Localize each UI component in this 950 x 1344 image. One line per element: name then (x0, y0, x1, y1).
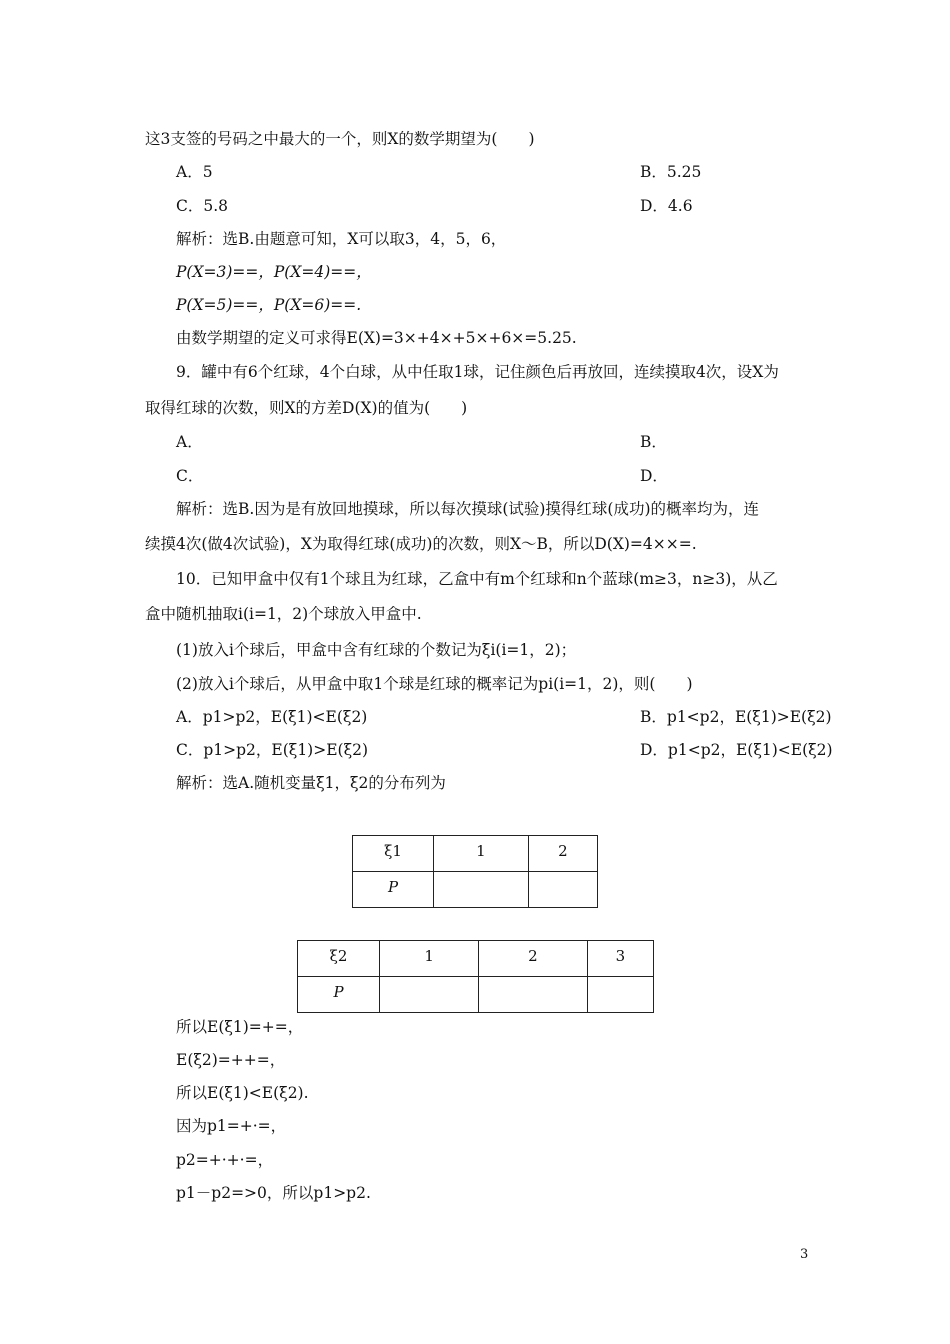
table-cell (528, 872, 597, 908)
table-cell: ξ1 (353, 836, 434, 872)
q10-solution-line-3: E(ξ2)=++=， (176, 1051, 286, 1069)
table-cell: 2 (528, 836, 597, 872)
table-row (298, 941, 654, 977)
q10-option-a: A．p1>p2，E(ξ1)<E(ξ2) (176, 708, 368, 726)
table-cell (587, 977, 653, 1013)
q10-option-d: D．p1<p2，E(ξ1)<E(ξ2) (640, 741, 833, 759)
q8-option-a: A．5 (176, 163, 213, 181)
q8-option-d: D．4.6 (640, 197, 693, 215)
table-cell (380, 977, 479, 1013)
q9-solution-line-1: 解析：选B.因为是有放回地摸球，所以每次摸球(试验)摸得红球(成功)的概率均为，连 (176, 500, 760, 518)
table-row (353, 836, 598, 872)
q10-solution-line-7: p1－p2=>0，所以p1>p2. (176, 1184, 371, 1202)
q10-option-b: B．p1<p2，E(ξ1)>E(ξ2) (640, 708, 832, 726)
question-10-line-3: (1)放入i个球后，甲盒中含有红球的个数记为ξi(i=1，2)； (176, 641, 577, 659)
page-number: 3 (800, 1247, 809, 1262)
table-cell (434, 872, 529, 908)
q8-solution-line-3: P(X=5)==，P(X=6)==. (176, 296, 362, 314)
q9-option-c: C． (176, 467, 204, 485)
q8-solution-line-4: 由数学期望的定义可求得E(X)=3×+4×+5×+6×=5.25. (176, 329, 577, 347)
q9-option-d: D． (640, 467, 668, 485)
question-9-line-1: 9．罐中有6个红球，4个白球，从中任取1球，记住颜色后再放回，连续摸取4次，设X为 (176, 363, 779, 381)
q10-solution-line-4: 所以E(ξ1)<E(ξ2). (176, 1084, 309, 1102)
q8-solution-line-1: 解析：选B.由题意可知，X可以取3，4，5，6， (176, 230, 507, 248)
distribution-table-xi1 (352, 835, 598, 908)
q10-solution-line-1: 解析：选A.随机变量ξ1，ξ2的分布列为 (176, 774, 446, 792)
q8-solution-line-2: P(X=3)==，P(X=4)==， (176, 263, 372, 281)
table-cell: 2 (479, 941, 588, 977)
table-cell: P (353, 872, 434, 908)
q9-solution-line-2: 续摸4次(做4次试验)，X为取得红球(成功)的次数，则X～B，所以D(X)=4××=. (145, 535, 697, 553)
question-10-line-1: 10．已知甲盒中仅有1个球且为红球，乙盒中有m个红球和n个蓝球(m≥3，n≥3)，从乙 (176, 570, 778, 588)
table-cell: P (298, 977, 380, 1013)
q10-option-c: C．p1>p2，E(ξ1)>E(ξ2) (176, 741, 369, 759)
table-cell (479, 977, 588, 1013)
q8-option-b: B．5.25 (640, 163, 702, 181)
table-cell: 1 (380, 941, 479, 977)
question-10-line-4: (2)放入i个球后，从甲盒中取1个球是红球的概率记为pi(i=1，2)，则( ) (176, 675, 693, 693)
q10-solution-line-2: 所以E(ξ1)=+=， (176, 1018, 304, 1036)
distribution-table-xi2 (297, 940, 654, 1013)
q10-solution-line-5: 因为p1=+·=， (176, 1117, 287, 1135)
question-8-stem-end: 这3支签的号码之中最大的一个，则X的数学期望为( ) (145, 130, 535, 148)
table-row (298, 977, 654, 1013)
q9-option-b: B． (640, 433, 667, 451)
q10-solution-line-6: p2=+·+·=， (176, 1151, 274, 1169)
table-cell: 3 (587, 941, 653, 977)
question-10-line-2: 盒中随机抽取i(i=1，2)个球放入甲盒中. (145, 605, 422, 623)
table-cell: 1 (434, 836, 529, 872)
table-row (353, 872, 598, 908)
question-9-line-2: 取得红球的次数，则X的方差D(X)的值为( ) (145, 399, 468, 417)
q8-option-c: C．5.8 (176, 197, 229, 215)
table-cell: ξ2 (298, 941, 380, 977)
q9-option-a: A． (176, 433, 203, 451)
